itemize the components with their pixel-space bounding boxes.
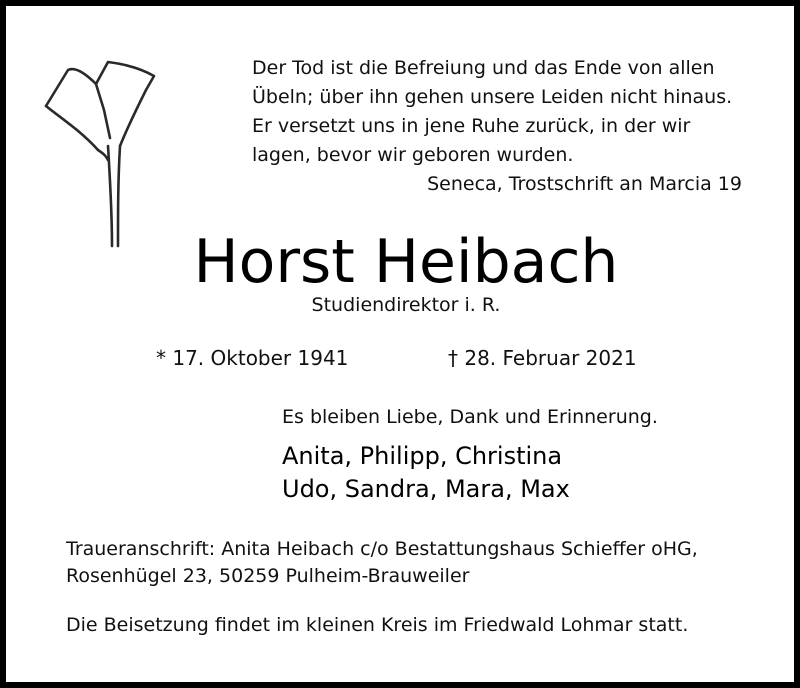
quote-line: lagen, bevor wir geboren wurden. <box>252 144 574 166</box>
ginkgo-leaf-icon <box>36 50 156 250</box>
family-line: Anita, Philipp, Christina <box>282 442 563 470</box>
quote-line: Der Tod ist die Befreiung und das Ende von allen <box>252 57 715 79</box>
mourning-address <box>66 536 698 590</box>
deceased-title: Studiendirektor i. R. <box>311 294 501 316</box>
family-names <box>282 440 570 506</box>
deceased-name: Horst Heibach <box>193 227 619 297</box>
burial-note: Die Beisetzung findet im kleinen Kreis im Friedwald Lohmar statt. <box>66 614 689 636</box>
epigraph-quote <box>252 54 772 199</box>
address-line: Rosenhügel 23, 50259 Pulheim-Brauweiler <box>66 565 470 587</box>
death-date: † 28. Februar 2021 <box>448 346 637 370</box>
address-line: Traueranschrift: Anita Heibach c/o Bestattungshaus Schieffer oHG, <box>66 538 698 560</box>
farewell-line: Es bleiben Liebe, Dank und Erinnerung. <box>282 406 658 428</box>
quote-line: Übeln; über ihn gehen unsere Leiden nicht hinaus. <box>252 86 733 108</box>
birth-date: * 17. Oktober 1941 <box>156 346 349 370</box>
family-line: Udo, Sandra, Mara, Max <box>282 475 570 503</box>
quote-source: Seneca, Trostschrift an Marcia 19 <box>427 173 742 195</box>
quote-line: Er versetzt uns in jene Ruhe zurück, in der wir <box>252 115 691 137</box>
